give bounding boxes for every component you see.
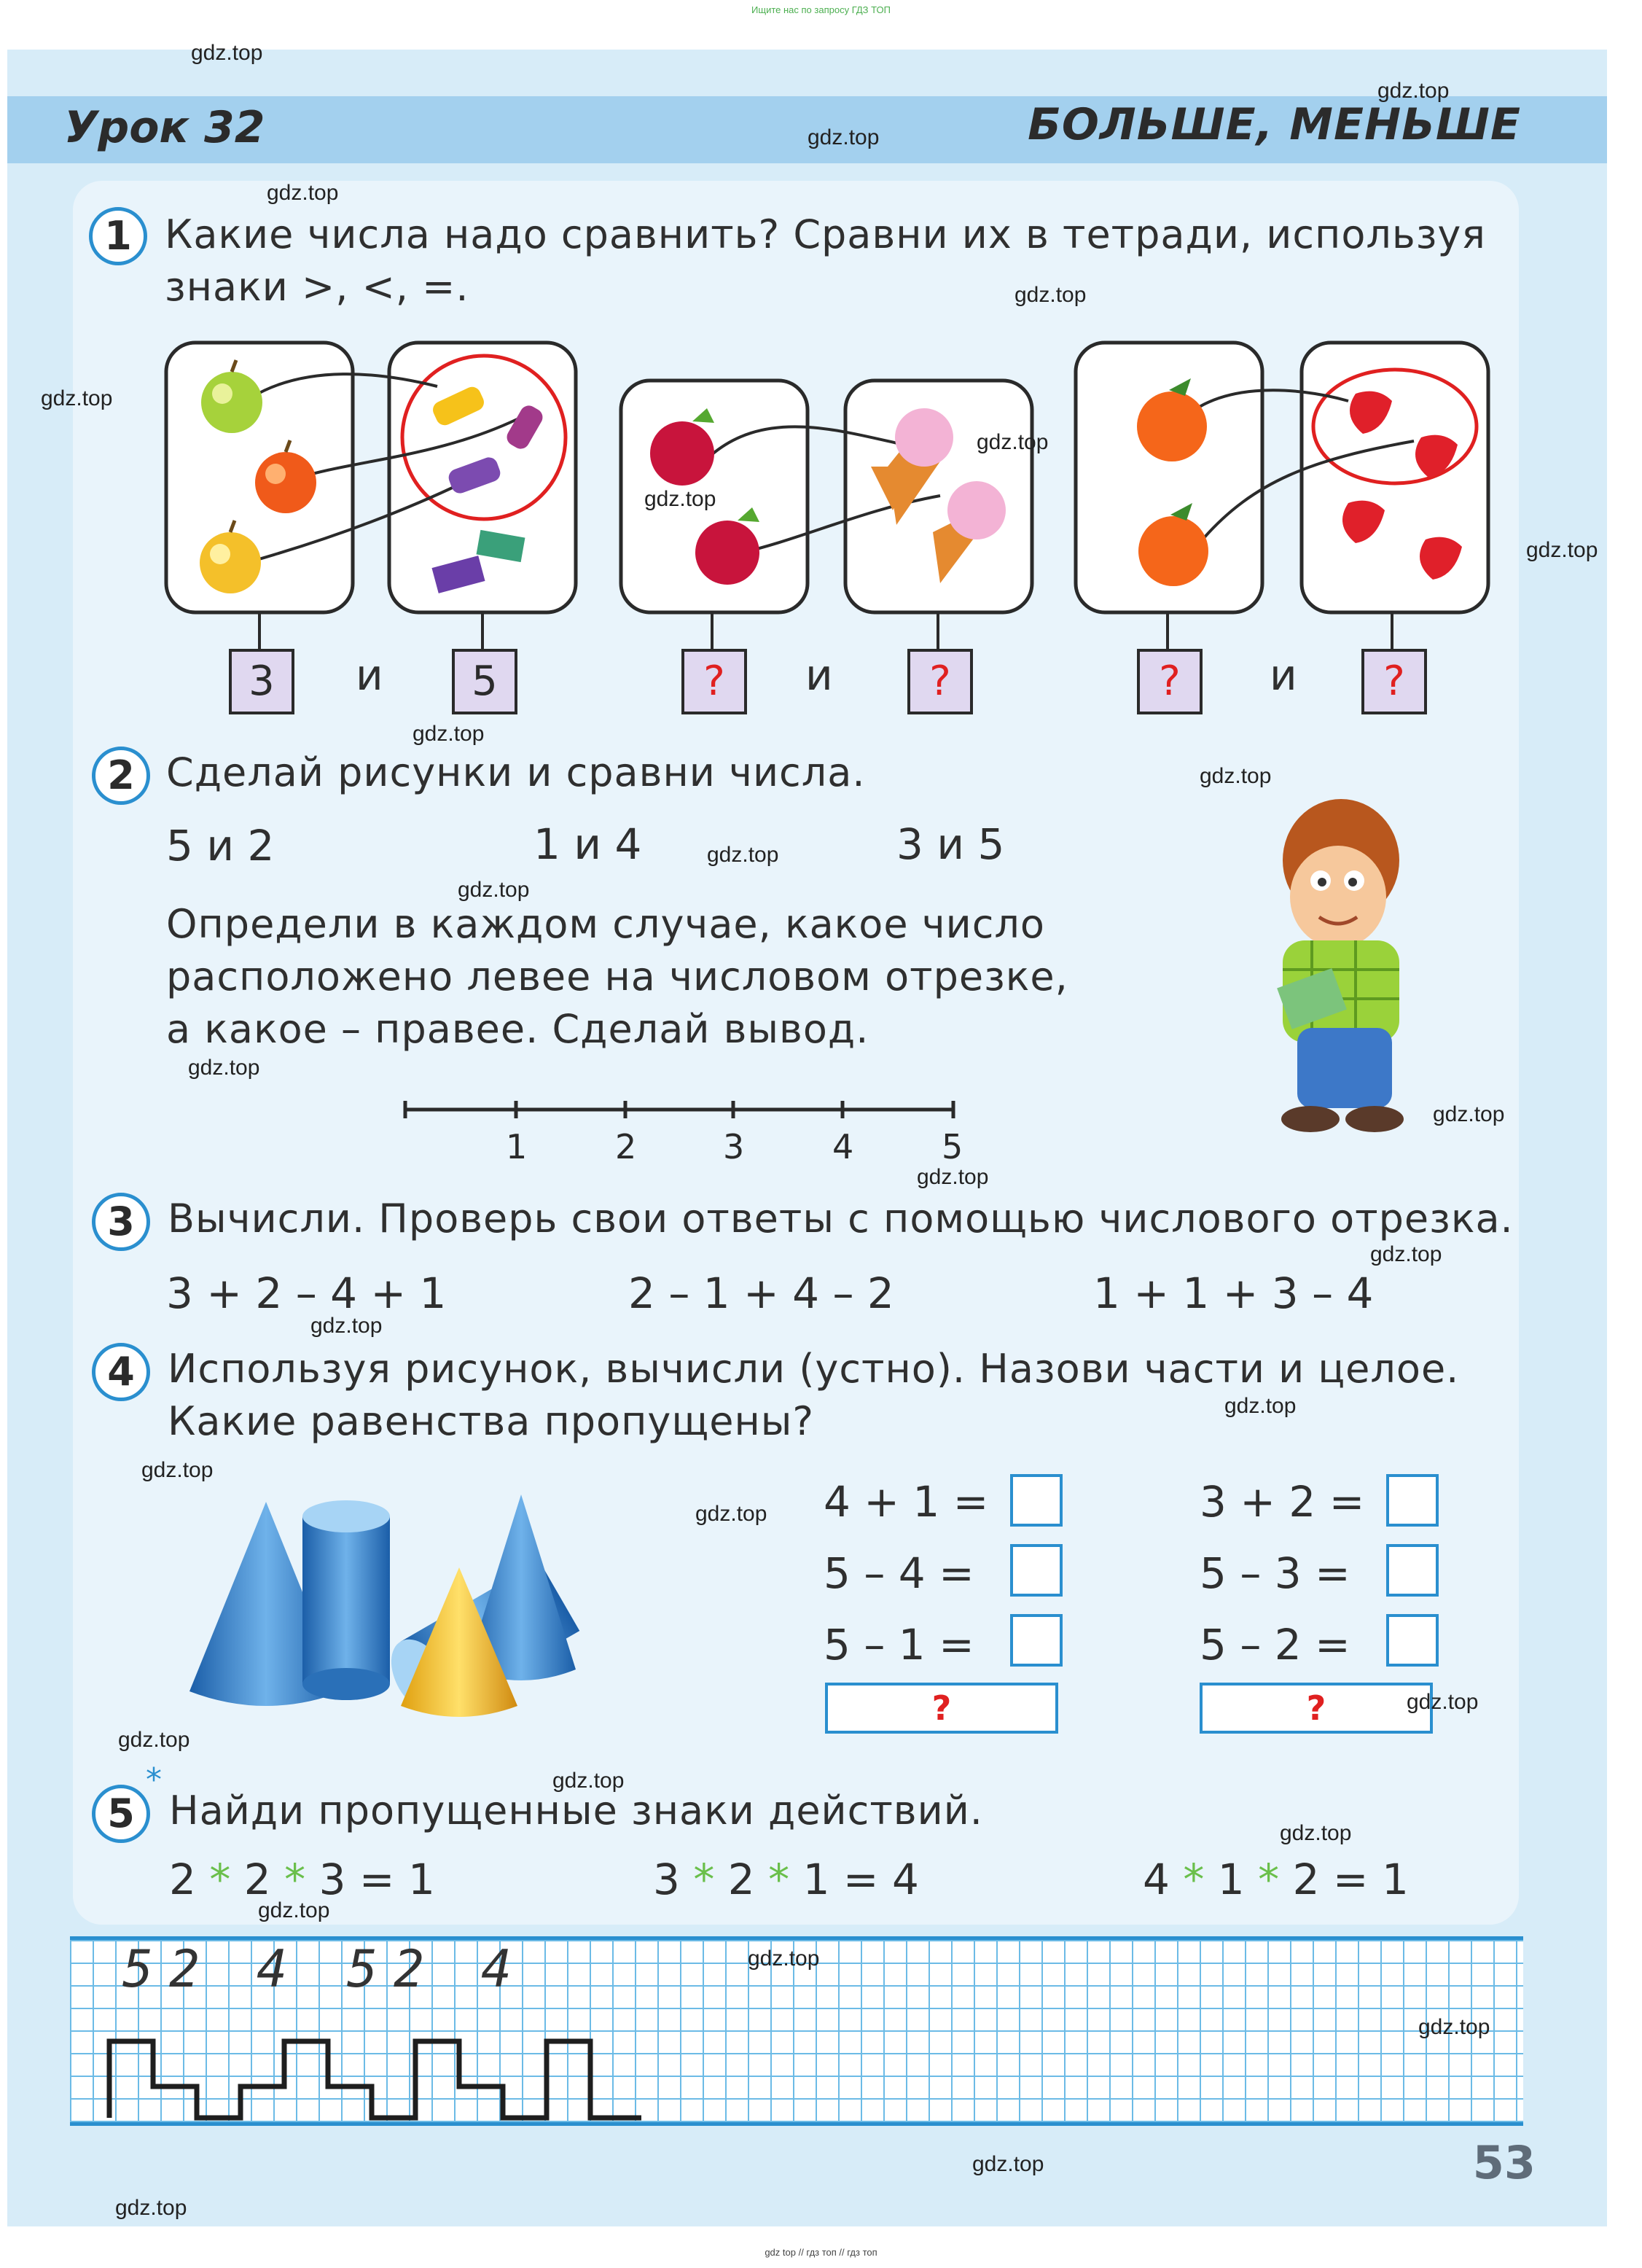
eq3-result: = 1 [1332,1855,1409,1904]
eq3-a: 4 [1143,1855,1170,1904]
eq1-c: 3 [318,1855,346,1904]
watermark: gdz.top [707,843,779,867]
eq1-a: 2 [169,1855,196,1904]
eq1-star2[interactable]: * [284,1855,306,1904]
watermark: gdz.top [1526,538,1598,562]
top-note: Ищите нас по запросу ГДЗ ТОП [751,4,891,15]
shapes-illustration [182,1487,707,1721]
eq3-star1[interactable]: * [1183,1855,1205,1904]
watermark: gdz.top [258,1898,330,1922]
watermark: gdz.top [1200,764,1272,788]
task4-title-line2: Какие равенства пропущены? [168,1398,815,1444]
topic-title: БОЛЬШЕ, МЕНЬШЕ [1028,99,1521,150]
watermark: gdz.top [808,125,880,149]
task4-col1-missing[interactable]: ? [825,1683,1058,1734]
task5-star-mark: * [146,1761,162,1799]
watermark: gdz.top [1418,2015,1490,2039]
task1-pair1-left: 3 [229,649,294,714]
task5-title: Найди пропущенные знаки действий. [169,1788,983,1834]
task5-eq3 [1143,1855,1409,1904]
task3-expr2: 2 – 1 + 4 – 2 [628,1269,894,1318]
task4-col2-answer1[interactable] [1386,1474,1439,1527]
eq2-star1[interactable]: * [693,1855,715,1904]
watermark: gdz.top [972,2152,1044,2176]
eq2-b: 2 [727,1855,755,1904]
task1-number: 1 [89,207,147,265]
task1-pair3-right[interactable]: ? [1361,649,1427,714]
watermark: gdz.top [41,386,113,410]
eq3-star2[interactable]: * [1258,1855,1280,1904]
watermark: gdz.top [267,181,339,205]
task4-col2-eq3: 5 – 2 = [1200,1620,1350,1669]
watermark: gdz.top [1014,283,1087,307]
copybook-pattern [102,2027,656,2129]
task3-title: Вычисли. Проверь свои ответы с помощью числового отрезка. [168,1196,1514,1242]
watermark: gdz.top [1370,1242,1442,1266]
task2-text-line3: а какое – правее. Сделай вывод. [166,1006,869,1052]
task2-title: Сделай рисунки и сравни числа. [166,749,866,795]
task4-col2-eq2: 5 – 3 = [1200,1548,1350,1598]
copybook-digit-1: 5 [122,1939,154,1999]
eq2-c: 1 [802,1855,830,1904]
watermark: gdz.top [917,1165,989,1189]
watermark: gdz.top [748,1946,820,1971]
bottom-note: gdz top // гдз топ // гдз топ [765,2247,877,2258]
watermark: gdz.top [1407,1690,1479,1714]
task1-pair2-conj: и [805,650,833,700]
task2-pair3: 3 и 5 [896,819,1005,869]
watermark: gdz.top [458,878,530,902]
task4-col1-answer2[interactable] [1010,1544,1063,1597]
task4-col2-answer3[interactable] [1386,1614,1439,1667]
eq3-b: 1 [1217,1855,1245,1904]
task4-col1-eq1: 4 + 1 = [824,1477,989,1527]
task3-number: 3 [92,1193,150,1251]
eq2-star2[interactable]: * [768,1855,790,1904]
number-line-5: 5 [942,1127,963,1166]
task1-pair1-right: 5 [452,649,517,714]
eq1-star1[interactable]: * [209,1855,231,1904]
task4-col2-answer2[interactable] [1386,1544,1439,1597]
copybook-digit-6: 4 [481,1939,512,1999]
task1-pair3-conj: и [1270,650,1297,700]
task3-expr1: 3 + 2 – 4 + 1 [166,1269,447,1318]
task4-col2-missing[interactable]: ? [1200,1683,1433,1734]
watermark: gdz.top [118,1728,190,1752]
watermark: gdz.top [552,1769,625,1793]
task2-pair1: 5 и 2 [166,821,275,870]
page-number: 53 [1472,2136,1536,2189]
task1-pair3-left[interactable]: ? [1137,649,1203,714]
task3-expr3: 1 + 1 + 3 – 4 [1093,1269,1374,1318]
copybook-digit-4: 5 [347,1939,378,1999]
task1-text-line1: Какие числа надо сравнить? Сравни их в тетради, используя [165,211,1486,257]
watermark: gdz.top [1433,1102,1505,1126]
watermark: gdz.top [1280,1821,1352,1845]
task2-text-line2: расположено левее на числовом отрезке, [166,954,1068,999]
task5-number: 5 [92,1785,150,1843]
copybook-digit-5: 2 [394,1939,425,1999]
watermark: gdz.top [977,430,1049,454]
task2-pair2: 1 и 4 [533,819,642,869]
number-line-4: 4 [832,1127,854,1166]
lesson-title: Урок 32 [64,102,265,153]
eq1-result: = 1 [359,1855,435,1904]
task5-eq1 [169,1855,435,1904]
task1-pair1-conj: и [356,650,383,700]
watermark: gdz.top [644,487,716,511]
eq2-a: 3 [653,1855,680,1904]
task4-number: 4 [92,1343,150,1401]
number-line-1: 1 [506,1127,528,1166]
watermark: gdz.top [1224,1394,1297,1418]
copybook-digit-2: 2 [169,1939,200,1999]
number-line [394,1094,977,1152]
watermark: gdz.top [191,41,263,65]
task4-col1-answer3[interactable] [1010,1614,1063,1667]
watermark: gdz.top [695,1502,767,1526]
task4-col1-eq3: 5 – 1 = [824,1620,974,1669]
task4-title-line1: Используя рисунок, вычисли (устно). Назови части и целое. [168,1346,1460,1392]
task1-pictures [0,0,1642,729]
task5-eq2 [653,1855,919,1904]
watermark: gdz.top [1377,79,1450,103]
boy-illustration [1232,795,1436,1137]
copybook-digit-3: 4 [257,1939,288,1999]
watermark: gdz.top [188,1056,260,1080]
task1-pair2-right[interactable]: ? [907,649,973,714]
task1-pair2-left[interactable]: ? [681,649,747,714]
watermark: gdz.top [141,1458,214,1482]
task4-col2-eq1: 3 + 2 = [1200,1477,1365,1527]
task2-number: 2 [92,747,150,805]
task2-text-line1: Определи в каждом случае, какое число [166,901,1045,947]
number-line-3: 3 [723,1127,745,1166]
task4-col1-answer1[interactable] [1010,1474,1063,1527]
watermark: gdz.top [310,1314,383,1338]
eq1-b: 2 [243,1855,271,1904]
task1-text-line2: знаки >, <, =. [165,264,469,310]
eq2-result: = 4 [842,1855,919,1904]
eq3-c: 2 [1292,1855,1320,1904]
number-line-2: 2 [615,1127,637,1166]
task4-col1-eq2: 5 – 4 = [824,1548,974,1598]
watermark: gdz.top [115,2196,187,2220]
watermark: gdz.top [413,722,485,746]
